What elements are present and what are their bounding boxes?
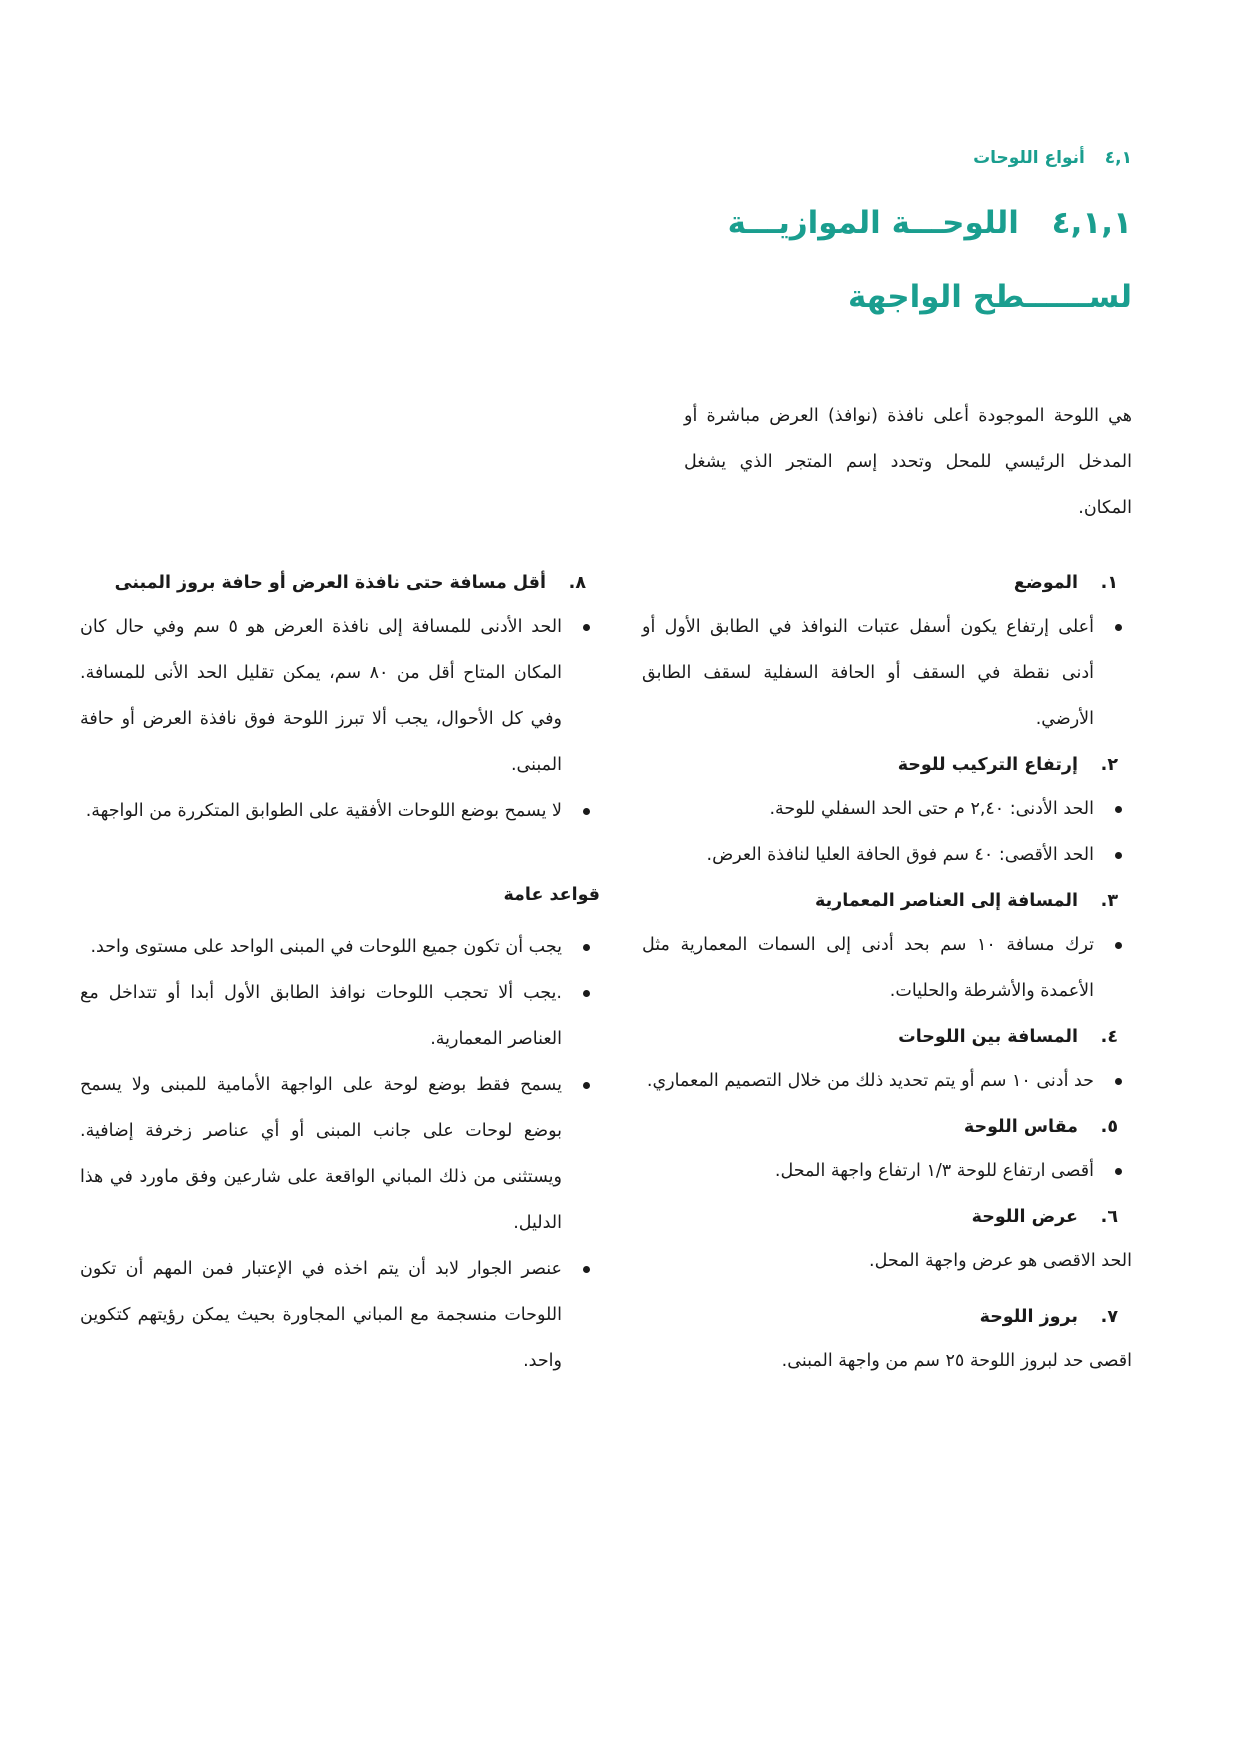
- intro-paragraph: هي اللوحة الموجودة أعلى نافذة (نوافذ) العرض مباشرة أو المدخل الرئيسي للمحل وتحدد إسم المتجر الذي يشغل المكان.: [684, 405, 1132, 518]
- list-item: أقصى ارتفاع للوحة ١/٣ ارتفاع واجهة المحل.: [642, 1148, 1132, 1194]
- item-index: ٤.: [1100, 1027, 1118, 1047]
- item-heading-mounting-height: [642, 754, 1132, 776]
- bullet-icon: [583, 990, 590, 997]
- bullet-icon: [1115, 1168, 1122, 1175]
- heading-title: اللوحـــة الموازيـــة لســــــطح الواجهة: [727, 205, 1132, 315]
- list-item: حد أدنى ١٠ سم أو يتم تحديد ذلك من خلال التصميم المعماري.: [642, 1058, 1132, 1104]
- item-index: ١.: [1100, 573, 1118, 593]
- bullet-list: [80, 604, 600, 834]
- general-rules-list: [80, 924, 600, 1384]
- item-title: بروز اللوحة: [979, 1307, 1078, 1327]
- list-item: الحد الأدنى للمسافة إلى نافذة العرض هو ٥ سم وفي حال كان المكان المتاح أقل من ٨٠ سم، يمكن تقليل الحد الأنى للمسافة. وفي كل الأحوال، يجب ألا تبرز اللوحة فوق نافذة العرض أو حافة المبنى.: [80, 604, 600, 788]
- item-heading-position: [642, 572, 1132, 594]
- general-rules-heading: قواعد عامة: [503, 885, 600, 905]
- section-label: [973, 148, 1132, 168]
- item-index: ٧.: [1100, 1307, 1118, 1327]
- item-index: ٢.: [1100, 755, 1118, 775]
- item-title: المسافة بين اللوحات: [898, 1027, 1078, 1047]
- bullet-icon: [583, 624, 590, 631]
- list-item: أعلى إرتفاع يكون أسفل عتبات النوافذ في الطابق الأول أو أدنى نقطة في السقف أو الحافة السفلية لسقف الطابق الأرضي.: [642, 604, 1132, 742]
- item-title: مقاس اللوحة: [963, 1117, 1078, 1137]
- bullet-icon: [1115, 942, 1122, 949]
- item-heading-min-distance: [80, 572, 600, 594]
- item-text: الحد الاقصى هو عرض واجهة المحل.: [869, 1251, 1132, 1271]
- item-heading-sign-size: [642, 1116, 1132, 1138]
- item-index: ٥.: [1100, 1117, 1118, 1137]
- section-number: ٤,١: [1104, 148, 1132, 168]
- bullet-list: [642, 1148, 1132, 1194]
- list-item: ترك مسافة ١٠ سم بحد أدنى إلى السمات المعمارية مثل الأعمدة والأشرطة والحليات.: [642, 922, 1132, 1014]
- section-title: أنواع اللوحات: [973, 148, 1085, 168]
- item-heading-architectural-distance: [642, 890, 1132, 912]
- item-text: اقصى حد لبروز اللوحة ٢٥ سم من واجهة المبنى.: [781, 1351, 1132, 1371]
- item-heading-sign-spacing: [642, 1026, 1132, 1048]
- item-index: ٣.: [1100, 891, 1118, 911]
- item-title: أقل مسافة حتى نافذة العرض أو حافة بروز المبنى: [114, 573, 546, 593]
- list-item: الحد الأقصى: ٤٠ سم فوق الحافة العليا لنافذة العرض.: [642, 832, 1132, 878]
- bullet-list: [642, 922, 1132, 1014]
- list-item: لا يسمح بوضع اللوحات الأفقية على الطوابق المتكررة من الواجهة.: [80, 788, 600, 834]
- left-column: [80, 572, 600, 1396]
- item-heading-sign-width: [642, 1206, 1132, 1228]
- list-item: الحد الأدنى: ٢,٤٠ م حتى الحد السفلي للوحة.: [642, 786, 1132, 832]
- bullet-icon: [583, 808, 590, 815]
- bullet-list: [642, 1058, 1132, 1104]
- list-item: .يجب ألا تحجب اللوحات نوافذ الطابق الأول أبدا أو تتداخل مع العناصر المعمارية.: [80, 970, 600, 1062]
- item-title: الموضع: [1013, 573, 1078, 593]
- list-item: يجب أن تكون جميع اللوحات في المبنى الواحد على مستوى واحد.: [80, 924, 600, 970]
- bullet-icon: [1115, 806, 1122, 813]
- item-index: ٦.: [1100, 1207, 1118, 1227]
- item-title: المسافة إلى العناصر المعمارية: [814, 891, 1078, 911]
- bullet-icon: [583, 1082, 590, 1089]
- bullet-list: [642, 604, 1132, 742]
- bullet-icon: [1115, 1078, 1122, 1085]
- bullet-icon: [1115, 852, 1122, 859]
- bullet-icon: [583, 944, 590, 951]
- list-item: يسمح فقط بوضع لوحة على الواجهة الأمامية للمبنى ولا يسمح بوضع لوحات على جانب المبنى أو أي عناصر زخرفة إضافية. ويستثنى من ذلك المباني الواقعة على شارعين وفق ماورد في هذا الدليل.: [80, 1062, 600, 1246]
- bullet-icon: [583, 1266, 590, 1273]
- item-title: عرض اللوحة: [971, 1207, 1078, 1227]
- item-index: ٨.: [568, 573, 586, 593]
- list-item: عنصر الجوار لابد أن يتم اخذه في الإعتبار فمن المهم أن تكون اللوحات منسجمة مع المباني المجاورة بحيث يمكن رؤيتهم كتكوين واحد.: [80, 1246, 600, 1384]
- bullet-icon: [1115, 624, 1122, 631]
- item-heading-sign-projection: [642, 1306, 1132, 1328]
- page-heading: [652, 186, 1132, 334]
- item-title: إرتفاع التركيب للوحة: [897, 755, 1078, 775]
- heading-number: ٤,١,١: [1051, 205, 1132, 241]
- right-column: [642, 572, 1132, 1406]
- bullet-list: [642, 786, 1132, 878]
